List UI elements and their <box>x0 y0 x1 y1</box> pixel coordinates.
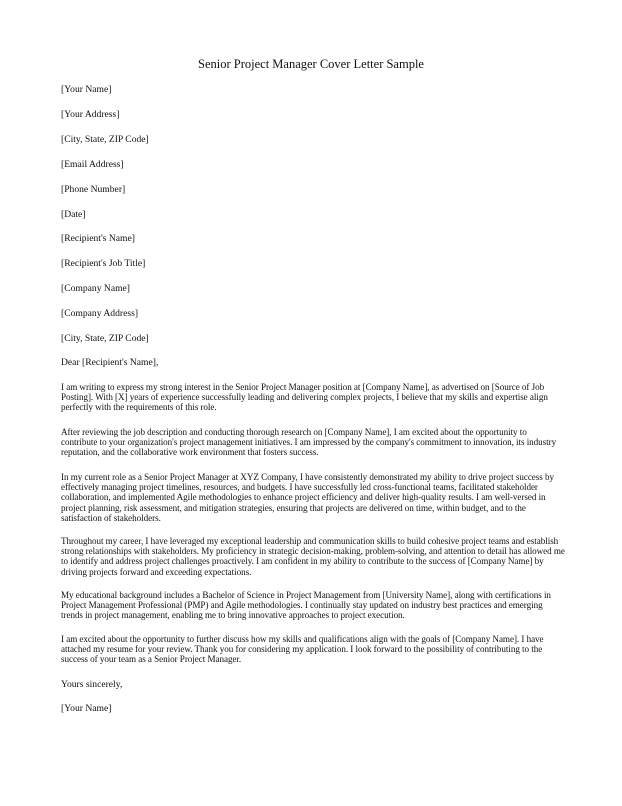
sender-phone: [Phone Number] <box>61 184 126 195</box>
body-paragraph-4: Throughout my career, I have leveraged my exceptional leadership and communication skills to build cohesive project teams and establish strong relationships with stakeholders. My proficiency in strategic decision-making, problem-solving, and attention to detail has allowed me to identify and address project challenges proactively. I am confident in my ability to contribute to the success of [Company Name] by driving projects forward and exceeding expectations. <box>61 536 565 577</box>
recipient-name: [Recipient's Name] <box>61 233 135 244</box>
document-title: Senior Project Manager Cover Letter Sample <box>198 57 424 71</box>
company-address: [Company Address] <box>61 308 139 319</box>
company-name: [Company Name] <box>61 283 131 294</box>
recipient-job-title: [Recipient's Job Title] <box>61 258 146 269</box>
closing: Yours sincerely, <box>61 679 123 690</box>
sender-city-state-zip: [City, State, ZIP Code] <box>61 134 149 145</box>
company-city-state-zip: [City, State, ZIP Code] <box>61 333 149 344</box>
body-paragraph-5: My educational background includes a Bachelor of Science in Project Management from [University Name], along with certifications in Project Management Professional (PMP) and Agile methodologies. I continually stay updated on industry best practices and emerging trends in project management, enabling me to bring innovative approaches to project execution. <box>61 590 551 621</box>
sender-email: [Email Address] <box>61 159 124 170</box>
body-paragraph-2: After reviewing the job description and conducting thorough research on [Company Name], I am excited about the opportunity to contribute to your organization's project management initiatives. I am impressed by the company's commitment to innovation, its industry reputation, and the collaborative work environment that fosters success. <box>61 427 557 458</box>
salutation: Dear [Recipient's Name], <box>61 357 159 368</box>
body-paragraph-3: In my current role as a Senior Project Manager at XYZ Company, I have consistently demonstrated my ability to drive project success by effectively managing project timelines, resources, and budgets. I have successfully led cross-functional teams, facilitated stakeholder collaboration, and implemented Agile methodologies to enhance project efficiency and deliver high-quality results. I am well-versed in project planning, risk assessment, and mitigation strategies, ensuring that projects are delivered on time, within budget, and to the satisfaction of stakeholders. <box>61 472 554 523</box>
body-paragraph-6: I am excited about the opportunity to further discuss how my skills and qualifications align with the goals of [Company Name]. I have attached my resume for your review. Thank you for considering my application. I look forward to the possibility of contributing to the success of your team as a Senior Project Manager. <box>61 634 544 665</box>
sender-address: [Your Address] <box>61 109 120 120</box>
letter-date: [Date] <box>61 209 86 220</box>
signature-name: [Your Name] <box>61 703 112 714</box>
body-paragraph-1: I am writing to express my strong interest in the Senior Project Manager position at [Company Name], as advertised on [Source of Job Posting]. With [X] years of experience successfully leading and delivering complex projects, I believe that my skills and expertise align perfectly with the requirements of this role. <box>61 382 548 413</box>
sender-name: [Your Name] <box>61 84 112 95</box>
